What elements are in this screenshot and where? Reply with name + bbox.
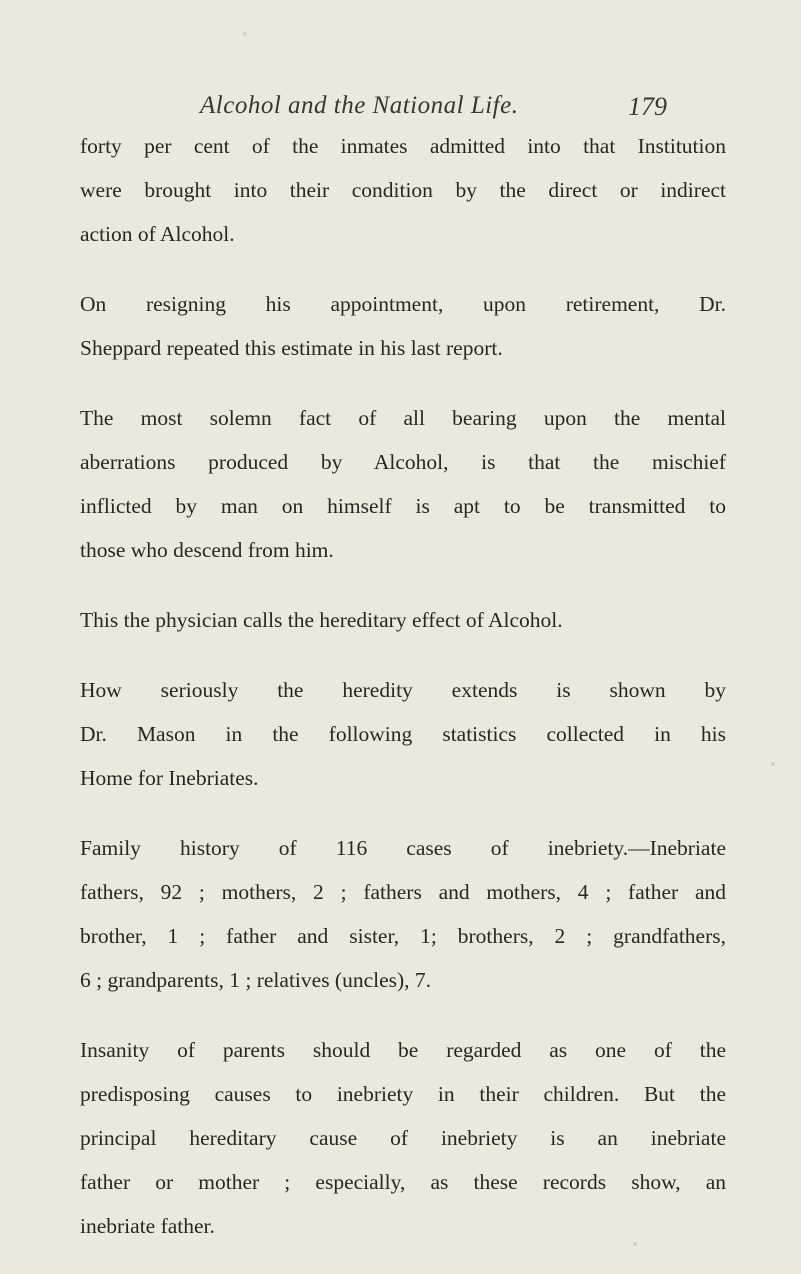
paragraph-3	[80, 396, 726, 572]
text-line: action of Alcohol.	[80, 222, 235, 246]
text-line: How seriously the heredity extends is shown by	[80, 678, 726, 702]
text-line: fathers, 92 ; mothers, 2 ; fathers and mothers, 4 ; father and	[80, 880, 726, 904]
text-line: predisposing causes to inebriety in their children. But the	[80, 1082, 726, 1106]
text-line: On resigning his appointment, upon retirement, Dr.	[80, 292, 726, 316]
text-line: The most solemn fact of all bearing upon the mental	[80, 406, 726, 430]
paragraph-2	[80, 282, 726, 370]
text-line: were brought into their condition by the direct or indirect	[80, 178, 726, 202]
text-line: Family history of 116 cases of inebriety.—Inebriate	[80, 836, 726, 860]
text-line: Dr. Mason in the following statistics collected in his	[80, 722, 726, 746]
text-line: father or mother ; especially, as these records show, an	[80, 1170, 726, 1194]
text-line: principal hereditary cause of inebriety is an inebriate	[80, 1126, 726, 1150]
paper-speck	[771, 762, 775, 766]
text-line: 6 ; grandparents, 1 ; relatives (uncles), 7.	[80, 968, 432, 992]
text-line: Sheppard repeated this estimate in his last report.	[80, 336, 503, 360]
paper-speck	[243, 32, 247, 36]
paragraph-6	[80, 826, 726, 1002]
text-line: those who descend from him.	[80, 538, 334, 562]
text-line: forty per cent of the inmates admitted into that Institution	[80, 134, 726, 158]
paragraph-4	[80, 598, 726, 642]
paragraph-7	[80, 1028, 726, 1248]
text-line: inebriate father.	[80, 1214, 215, 1238]
text-line: Insanity of parents should be regarded as one of the	[80, 1038, 726, 1062]
text-line: inflicted by man on himself is apt to be transmitted to	[80, 494, 726, 518]
paragraph-1	[80, 124, 726, 256]
paper-speck	[633, 1242, 637, 1246]
text-line: This the physician calls the hereditary effect of Alcohol.	[80, 608, 563, 632]
text-line: aberrations produced by Alcohol, is that the mischief	[80, 450, 726, 474]
body-text	[80, 124, 726, 1274]
paragraph-5	[80, 668, 726, 800]
text-line: Home for Inebriates.	[80, 766, 259, 790]
running-title: Alcohol and the National Life.	[200, 92, 519, 119]
text-line: brother, 1 ; father and sister, 1; brothers, 2 ; grandfathers,	[80, 924, 726, 948]
page-number: 179	[628, 92, 667, 121]
